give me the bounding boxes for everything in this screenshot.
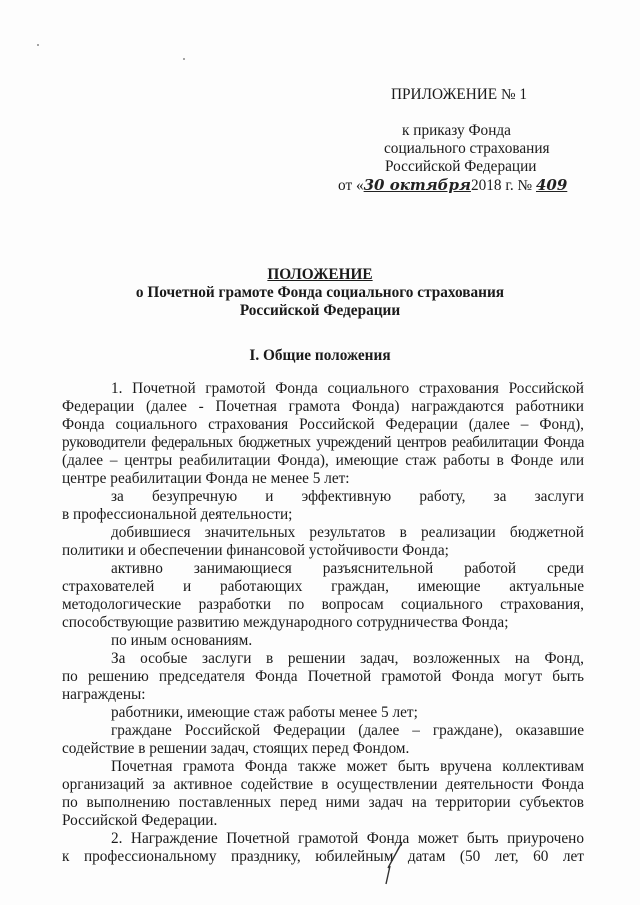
body-line: работники, имеющие стаж работы менее 5 лет; — [111, 704, 418, 721]
body-line: активно занимающиеся разъяснительной работой среди — [111, 560, 584, 577]
body-line: в профессиональной деятельности; — [62, 506, 293, 523]
handwritten-number: 409 — [535, 176, 568, 194]
body-line: 2. Награждение Почетной грамотой Фонда может быть приурочено — [111, 830, 584, 847]
order-ref-line-3: Российской Федерации — [385, 158, 537, 175]
body-line: Федерации (далее - Почетная грамота Фонда) награждаются работники — [62, 398, 584, 415]
document-subtitle-2: Российской Федерации — [239, 302, 401, 319]
date-year: 2018 г. № — [470, 177, 533, 194]
body-line: страхователей и работающих граждан, имеющие актуальные — [62, 578, 584, 595]
order-date-line — [338, 176, 567, 195]
date-prefix: от « — [338, 177, 364, 194]
body-line: за безупречную и эффективную работу, за заслуги — [111, 488, 584, 505]
order-ref-line-1: к приказу Фонда — [402, 122, 511, 139]
document-title: ПОЛОЖЕНИЕ — [267, 266, 373, 283]
body-line: способствующие развитию международного сотрудничества Фонда; — [62, 614, 509, 631]
scan-speck — [183, 58, 185, 60]
body-line: по решению председателя Фонда Почетной грамотой Фонда могут быть — [62, 668, 584, 685]
body-line: Российской Федерации. — [62, 812, 218, 829]
section-heading: I. Общие положения — [249, 347, 391, 364]
body-line: к профессиональному празднику, юбилейным датам (50 лет, 60 лет — [62, 848, 584, 865]
pen-mark-icon — [380, 838, 410, 888]
body-line: (далее – центры реабилитации Фонда), имеющие стаж работы в Фонде или — [62, 452, 584, 469]
body-line: 1. Почетной грамотой Фонда социального страхования Российской — [111, 380, 584, 397]
document-subtitle-1: о Почетной грамоте Фонда социального страхования — [135, 284, 505, 301]
body-line: по иным основаниям. — [111, 632, 253, 649]
body-line: центре реабилитации Фонда не менее 5 лет: — [62, 470, 350, 487]
appendix-label: ПРИЛОЖЕНИЕ № 1 — [391, 86, 528, 103]
body-line: организаций за активное содействие в осуществлении деятельности Фонда — [62, 776, 584, 793]
scan-speck — [37, 44, 39, 46]
body-line: За особые заслуги в решении задач, возложенных на Фонд, — [111, 650, 584, 667]
body-line: руководители федеральных бюджетных учреждений центров реабилитации Фонда — [62, 434, 584, 451]
body-line: граждане Российской Федерации (далее – граждане), оказавшие — [111, 722, 584, 739]
body-line: Почетная грамота Фонда также может быть вручена коллективам — [111, 758, 584, 775]
body-line: политики и обеспечении финансовой устойчивости Фонда; — [62, 542, 449, 559]
order-ref-line-2: социального страхования — [384, 140, 550, 157]
body-line: Фонда социального страхования Российской Федерации (далее – Фонд), — [62, 416, 584, 433]
body-line: методологические разработки по вопросам социального страхования, — [62, 596, 584, 613]
body-line: добившиеся значительных результатов в реализации бюджетной — [111, 524, 584, 541]
body-line: по выполнению поставленных перед ними задач на территории субъектов — [62, 794, 584, 811]
handwritten-date: 30 октября — [363, 176, 471, 194]
body-line: награждены: — [62, 686, 146, 703]
body-line: содействие в решении задач, стоящих перед Фондом. — [62, 740, 410, 757]
